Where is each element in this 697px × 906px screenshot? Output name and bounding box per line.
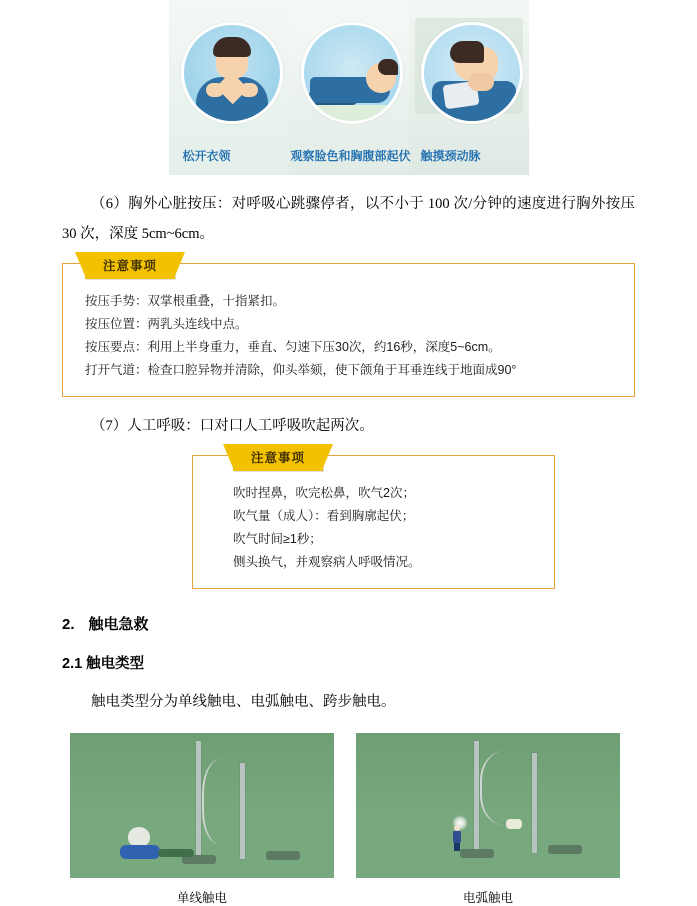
photo-arc-contact [356,733,620,878]
section-heading [62,613,635,634]
notice-item: 吹时捏鼻，吹完松鼻，吹气2次； [233,486,415,500]
illustration-captions [169,147,529,165]
photo-row [70,733,635,906]
photo-pole [196,741,201,859]
photo-pole-base [548,845,582,854]
observe-breathing-illustration [301,22,403,124]
figure-right-hand [240,83,258,97]
check-carotid-pulse-illustration [421,22,523,124]
figure-hair [450,41,484,63]
paragraph-shock-types: 触电类型分为单线触电、电弧触电、跨步触电。 [91,694,396,710]
photo-pole-base [460,849,494,858]
photo-pole [474,741,479,853]
person-body [453,831,461,843]
illustration-caption-2: 观察脸色和胸腹部起伏 [290,149,411,163]
photo-single-line-contact [70,733,334,878]
photo-wire [202,759,248,845]
photo-pole-base [266,851,300,860]
notice-item: 按压要点：利用上半身重力，垂直、匀速下压30次，约16秒，深度5~6cm。 [85,340,501,354]
notice-box-respiration [192,451,555,589]
notice-box-compression [62,259,635,397]
illustration-caption-1: 松开衣领 [182,149,231,163]
notice-title-ribbon: 注意事项 [233,444,323,471]
photo-victim-upper [128,827,150,847]
notice-title-ribbon: 注意事项 [85,252,175,279]
notice-list [85,290,620,382]
figure-hair [378,59,398,75]
subsection-heading: 2.1 触电类型 [62,656,145,672]
photo-block-single-line [70,733,334,906]
notice-list [207,482,540,574]
figure-hand [468,73,494,91]
photo-victim-body [120,845,160,859]
first-aid-illustration [169,0,529,175]
notice-item: 吹气时间≥1秒； [233,532,322,546]
notice-item: 侧头换气，并观察病人呼吸情况。 [233,555,421,569]
figure-floor [304,105,400,121]
photo-wire [480,751,540,825]
figure-hair [213,37,251,57]
notice-item: 按压位置：两乳头连线中点。 [85,317,248,331]
photo-person [452,825,462,851]
photo-caption: 电弧触电 [462,891,513,905]
section-index: 2. [62,616,75,633]
notice-item: 按压手势：双掌根重叠，十指紧扣。 [85,294,286,308]
photo-caption: 单线触电 [176,891,227,905]
paragraph-chest-compression: （6）胸外心脏按压：对呼吸心跳骤停者，以不小于 100 次/分钟的速度进行胸外按压 30 次，深度 5cm~6cm。 [62,196,635,242]
photo-wire-on-ground [158,849,194,857]
paragraph-artificial-respiration: （7）人工呼吸：口对口人工呼吸吹起两次。 [91,418,374,434]
notice-item: 打开气道：检查口腔异物并清除，仰头举颏，使下颌角于耳垂连线于地面成90° [85,363,517,377]
section-title: 触电急救 [88,616,149,633]
illustration-caption-3: 触摸颈动脉 [420,149,481,163]
person-legs [454,843,460,851]
loosen-collar-illustration [181,22,283,124]
photo-equipment [506,819,522,829]
notice-item: 吹气量（成人）：看到胸廓起伏； [233,509,415,523]
figure-left-hand [206,83,224,97]
photo-block-arc [356,733,620,906]
